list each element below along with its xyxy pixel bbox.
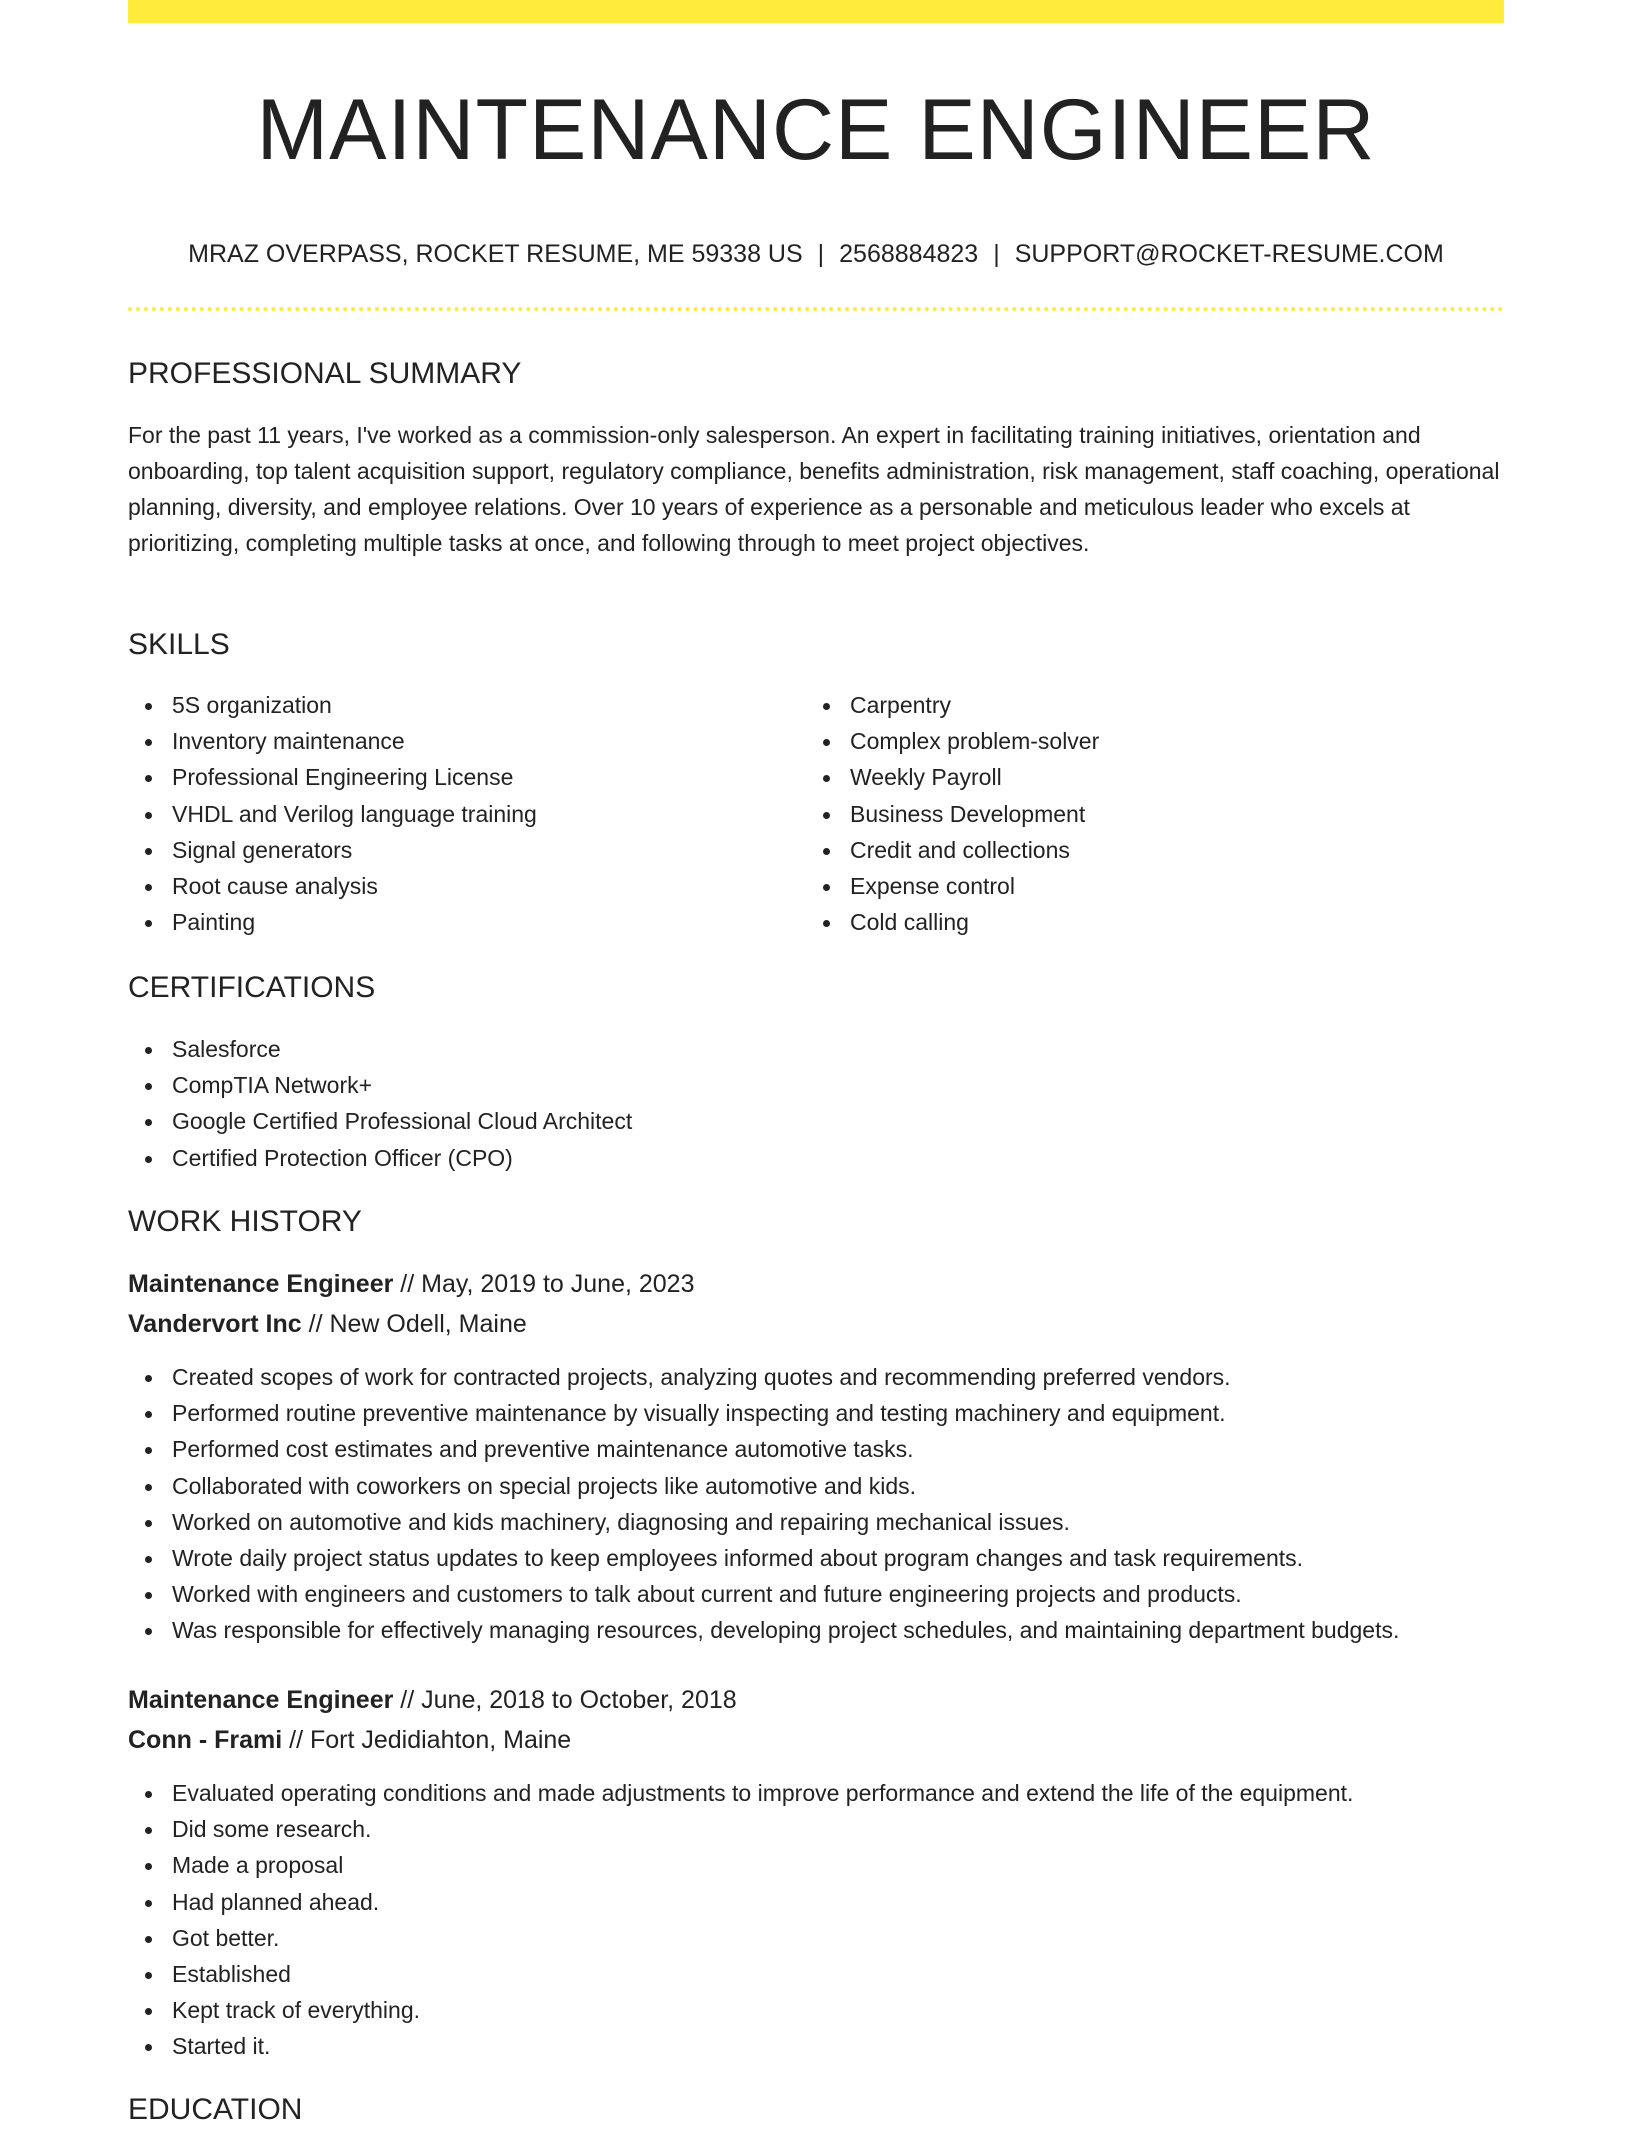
job-dates: // June, 2018 to October, 2018 [393,1686,737,1714]
education-heading: EDUCATION [128,2093,303,2126]
job-title-line [128,1682,737,1718]
list-item: Got better. [172,1920,1548,1956]
resume-page [128,0,1504,2126]
list-item: Evaluated operating conditions and made adjustments to improve performance and extend the life of the equipment. [172,1775,1548,1811]
list-item: Worked on automotive and kids machinery, diagnosing and repairing mechanical issues. [172,1504,1548,1540]
job-role: Maintenance Engineer [128,1686,394,1714]
job-company-line [128,1306,527,1342]
skills-list-right [806,687,1490,940]
header-divider [128,307,1504,311]
list-item: Had planned ahead. [172,1884,1548,1920]
job-dates: // May, 2019 to June, 2023 [393,1270,695,1298]
top-accent-bar [128,0,1504,23]
list-item: Expense control [850,868,1490,904]
skills-list-left [128,687,812,940]
list-item: Painting [172,904,812,940]
list-item: Professional Engineering License [172,759,812,795]
list-item: Created scopes of work for contracted projects, analyzing quotes and recommending preferred vendors. [172,1359,1548,1395]
list-item: Weekly Payroll [850,759,1490,795]
summary-heading: PROFESSIONAL SUMMARY [128,357,522,390]
resume-title: MAINTENANCE ENGINEER [256,82,1376,178]
list-item: 5S organization [172,687,812,723]
list-item: Performed cost estimates and preventive maintenance automotive tasks. [172,1431,1548,1467]
contact-line [128,236,1504,272]
certifications-list [128,1031,1172,1176]
list-item: Established [172,1956,1548,1992]
list-item: Certified Protection Officer (CPO) [172,1140,1172,1176]
job-duties-list [128,1359,1548,1649]
job-company-line [128,1722,571,1758]
list-item: Kept track of everything. [172,1992,1548,2028]
job-role: Maintenance Engineer [128,1270,394,1298]
list-item: Carpentry [850,687,1490,723]
contact-separator: | [993,240,1000,268]
certifications-heading: CERTIFICATIONS [128,971,376,1004]
list-item: Salesforce [172,1031,1172,1067]
list-item: CompTIA Network+ [172,1067,1172,1103]
job-company: Vandervort Inc [128,1310,302,1338]
list-item: Cold calling [850,904,1490,940]
list-item: Signal generators [172,832,812,868]
list-item: Made a proposal [172,1847,1548,1883]
contact-address: MRAZ OVERPASS, ROCKET RESUME, ME 59338 US [188,240,803,268]
list-item: Was responsible for effectively managing resources, developing project schedules, and maintaining department budgets. [172,1612,1548,1648]
job-duties-list [128,1775,1548,2065]
list-item: Performed routine preventive maintenance by visually inspecting and testing machinery and equipment. [172,1395,1548,1431]
list-item: Root cause analysis [172,868,812,904]
work-history-heading: WORK HISTORY [128,1205,362,1238]
list-item: Collaborated with coworkers on special projects like automotive and kids. [172,1468,1548,1504]
list-item: Started it. [172,2028,1548,2064]
list-item: VHDL and Verilog language training [172,796,812,832]
list-item: Did some research. [172,1811,1548,1847]
list-item: Inventory maintenance [172,723,812,759]
job-location: // Fort Jedidiahton, Maine [282,1726,572,1754]
list-item: Google Certified Professional Cloud Architect [172,1103,1172,1139]
list-item: Business Development [850,796,1490,832]
job-company: Conn - Frami [128,1726,283,1754]
list-item: Worked with engineers and customers to talk about current and future engineering projects and products. [172,1576,1548,1612]
summary-text: For the past 11 years, I've worked as a commission-only salesperson. An expert in facilitating training initiatives, orientation and onboarding, top talent acquisition support, regulatory compliance, benefits administration, risk management, staff coaching, operational planning, diversity, and employee relations. Over 10 years of experience as a personable and meticulous leader who excels at prioritizing, completing multiple tasks at once, and following through to meet project objectives. [128,422,1500,556]
contact-phone: 2568884823 [839,240,979,268]
list-item: Credit and collections [850,832,1490,868]
skills-heading: SKILLS [128,628,230,661]
list-item: Complex problem-solver [850,723,1490,759]
list-item: Wrote daily project status updates to keep employees informed about program changes and task requirements. [172,1540,1548,1576]
contact-email: SUPPORT@ROCKET-RESUME.COM [1014,240,1444,268]
job-location: // New Odell, Maine [301,1310,527,1338]
contact-separator: | [817,240,825,268]
job-title-line [128,1266,694,1302]
